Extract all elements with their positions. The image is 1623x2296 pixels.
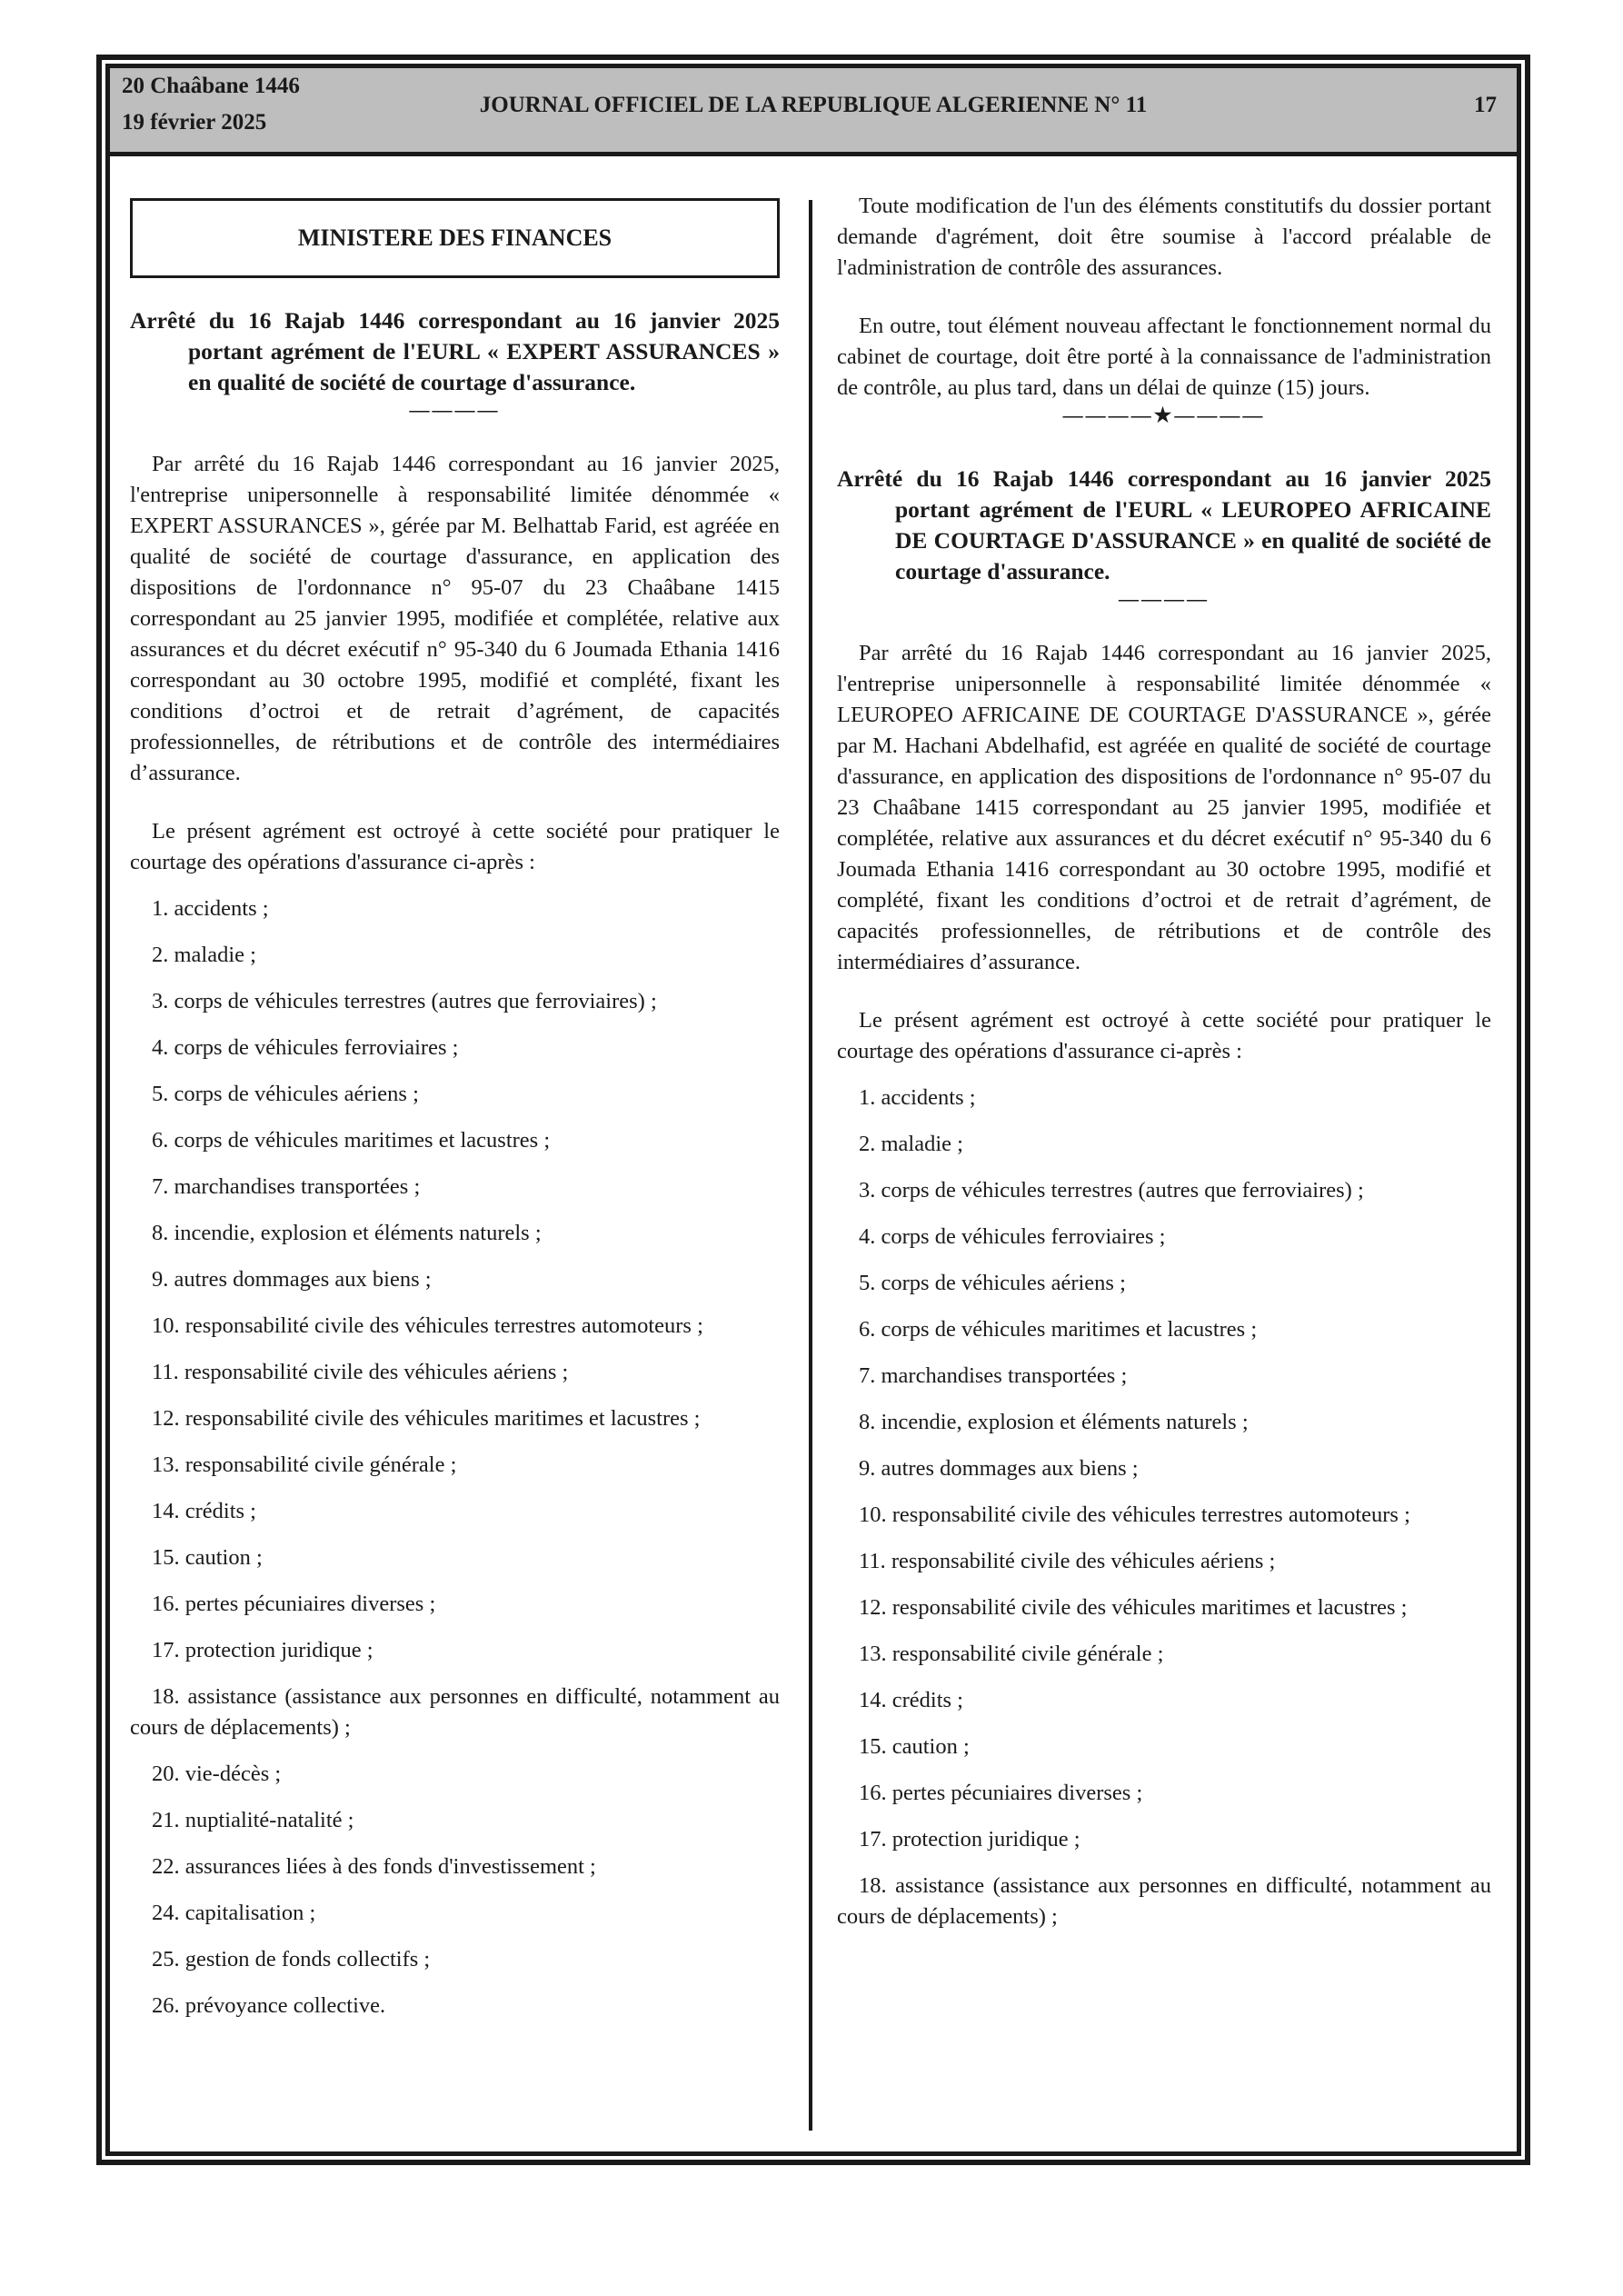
- section-separator: ————: [409, 398, 501, 421]
- operation-list-item: 16. pertes pécuniaires diverses ;: [859, 1781, 1143, 1805]
- right-column: [837, 191, 1491, 1932]
- operation-list-item: 9. autres dommages aux biens ;: [859, 1456, 1139, 1481]
- section-separator: ————: [1119, 587, 1210, 610]
- operation-list-item: 1. accidents ;: [859, 1085, 976, 1110]
- modification-paragraph: Toute modification de l'un des éléments constitutifs du dossier portant demande d'agrément, doit être soumise à l'accord préalable de l'administration de contrôle des assurances.: [837, 194, 1491, 280]
- operation-list-item: 12. responsabilité civile des véhicules maritimes et lacustres ;: [859, 1595, 1408, 1620]
- operation-list-item: 11. responsabilité civile des véhicules aériens ;: [859, 1549, 1276, 1573]
- operation-list-item: 25. gestion de fonds collectifs ;: [152, 1947, 431, 1972]
- page-number: 17: [1474, 93, 1497, 117]
- operations-intro-paragraph: Le présent agrément est octroyé à cette société pour pratiquer le courtage des opérations d'assurance ci-après :: [130, 819, 780, 874]
- operation-list-item: 8. incendie, explosion et éléments naturels ;: [152, 1221, 542, 1245]
- operation-list-item: 6. corps de véhicules maritimes et lacustres ;: [152, 1128, 551, 1153]
- journal-title: JOURNAL OFFICIEL DE LA REPUBLIQUE ALGERIENNE N° 11: [479, 93, 1148, 117]
- operations-list: [130, 893, 780, 2021]
- operation-list-item: 1. accidents ;: [152, 896, 269, 921]
- operation-list-item: 5. corps de véhicules aériens ;: [859, 1271, 1126, 1295]
- left-column: [130, 195, 780, 2021]
- operation-list-item: 5. corps de véhicules aériens ;: [152, 1082, 419, 1106]
- gregorian-date: 19 février 2025: [122, 110, 267, 135]
- operation-list-item: 18. assistance (assistance aux personnes en difficulté, notamment au cours de déplacements) ;: [130, 1684, 780, 1740]
- operation-list-item: 13. responsabilité civile générale ;: [859, 1642, 1164, 1666]
- operation-list-item: 13. responsabilité civile générale ;: [152, 1452, 457, 1477]
- notification-paragraph: En outre, tout élément nouveau affectant le fonctionnement normal du cabinet de courtage, doit être porté à la connaissance de l'administration de contrôle, au plus tard, dans un délai de quinze (15) jours.: [837, 314, 1491, 400]
- operation-list-item: 8. incendie, explosion et éléments naturels ;: [859, 1410, 1249, 1434]
- operation-list-item: 14. crédits ;: [152, 1499, 256, 1523]
- hijri-date: 20 Chaâbane 1446: [122, 74, 300, 98]
- operation-list-item: 21. nuptialité-natalité ;: [152, 1808, 354, 1832]
- operation-list-item: 2. maladie ;: [152, 943, 256, 967]
- operation-list-item: 18. assistance (assistance aux personnes en difficulté, notamment au cours de déplacements) ;: [837, 1873, 1491, 1929]
- operation-list-item: 10. responsabilité civile des véhicules terrestres automoteurs ;: [859, 1502, 1410, 1527]
- operation-list-item: 20. vie-décès ;: [152, 1762, 282, 1786]
- arrete-title-leuropeo: Arrêté du 16 Rajab 1446 correspondant au 16 janvier 2025 portant agrément de l'EURL « LEUROPEO AFRICAINE DE COURTAGE D'ASSURANCE » en qualité de société de courtage d'assurance.: [837, 465, 1491, 584]
- operation-list-item: 15. caution ;: [859, 1734, 970, 1759]
- column-divider: [809, 200, 812, 2131]
- operation-list-item: 15. caution ;: [152, 1545, 263, 1570]
- operation-list-item: 17. protection juridique ;: [152, 1638, 373, 1662]
- journal-header: [110, 68, 1517, 156]
- operation-list-item: 12. responsabilité civile des véhicules maritimes et lacustres ;: [152, 1406, 701, 1431]
- star-separator: ————★————: [1062, 404, 1266, 426]
- operation-list-item: 3. corps de véhicules terrestres (autres que ferroviaires) ;: [859, 1178, 1364, 1203]
- arrete-title-expert-assurances: Arrêté du 16 Rajab 1446 correspondant au 16 janvier 2025 portant agrément de l'EURL « EXPERT ASSURANCES » en qualité de société de courtage d'assurance.: [130, 307, 780, 395]
- operation-list-item: 24. capitalisation ;: [152, 1901, 316, 1925]
- operation-list-item: 7. marchandises transportées ;: [859, 1363, 1128, 1388]
- operation-list-item: 2. maladie ;: [859, 1132, 963, 1156]
- arrete-body-paragraph: Par arrêté du 16 Rajab 1446 correspondant au 16 janvier 2025, l'entreprise unipersonnelle à responsabilité limitée dénommée « EXPERT ASSURANCES », gérée par M. Belhattab Farid, est agréée en qualité de société de courtage d'assurance, en application des dispositions de l'ordonnance n° 95-07 du 23 Chaâbane 1415 correspondant au 25 janvier 1995, modifiée et complétée, relative aux assurances et du décret exécutif n° 95-340 du 6 Joumada Ethania 1416 correspondant au 30 octobre 1995, modifié et complété, fixant les conditions d’octroi et de retrait d’agrément, de capacités professionnelles, de rétributions et de contrôle des intermédiaires d’assurance.: [130, 452, 780, 785]
- operation-list-item: 16. pertes pécuniaires diverses ;: [152, 1592, 436, 1616]
- operation-list-item: 22. assurances liées à des fonds d'investissement ;: [152, 1854, 596, 1879]
- operation-list-item: 10. responsabilité civile des véhicules terrestres automoteurs ;: [152, 1313, 703, 1338]
- operation-list-item: 26. prévoyance collective.: [152, 1993, 386, 2018]
- operation-list-item: 17. protection juridique ;: [859, 1827, 1080, 1852]
- arrete-body-paragraph: Par arrêté du 16 Rajab 1446 correspondant au 16 janvier 2025, l'entreprise unipersonnelle à responsabilité limitée dénommée « LEUROPEO AFRICAINE DE COURTAGE D'ASSURANCE », gérée par M. Hachani Abdelhafid, est agréée en qualité de société de courtage d'assurance, en application des dispositions de l'ordonnance n° 95-07 du 23 Chaâbane 1415 correspondant au 25 janvier 1995, modifiée et complétée, relative aux assurances et du décret exécutif n° 95-340 du 6 Joumada Ethania 1416 correspondant au 30 octobre 1995, modifié et complété, fixant les conditions d’octroi et de retrait d’agrément, de capacités professionnelles, de rétributions et de contrôle des intermédiaires d’assurance.: [837, 641, 1491, 974]
- operation-list-item: 4. corps de véhicules ferroviaires ;: [152, 1035, 459, 1060]
- operation-list-item: 4. corps de véhicules ferroviaires ;: [859, 1224, 1166, 1249]
- operation-list-item: 9. autres dommages aux biens ;: [152, 1267, 432, 1292]
- ministry-heading: MINISTERE DES FINANCES: [297, 225, 612, 251]
- operations-intro-paragraph: Le présent agrément est octroyé à cette société pour pratiquer le courtage des opérations d'assurance ci-après :: [837, 1008, 1491, 1063]
- operations-list: [837, 1083, 1491, 1932]
- operation-list-item: 3. corps de véhicules terrestres (autres que ferroviaires) ;: [152, 989, 657, 1013]
- ministry-heading-box: [130, 198, 780, 278]
- operation-list-item: 11. responsabilité civile des véhicules aériens ;: [152, 1360, 569, 1384]
- operation-list-item: 14. crédits ;: [859, 1688, 963, 1712]
- operation-list-item: 7. marchandises transportées ;: [152, 1174, 421, 1199]
- operation-list-item: 6. corps de véhicules maritimes et lacustres ;: [859, 1317, 1258, 1342]
